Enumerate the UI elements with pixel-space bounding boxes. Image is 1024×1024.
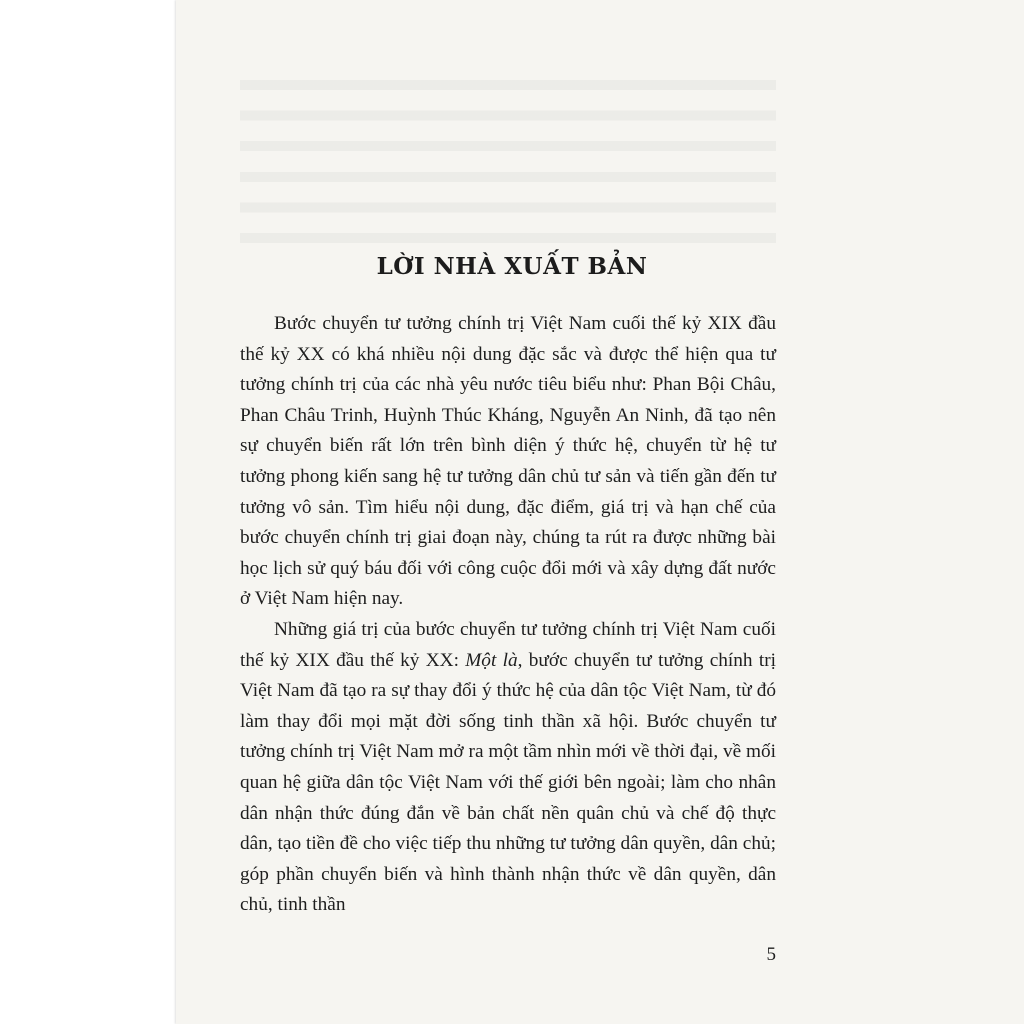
paragraph-1: Bước chuyển tư tưởng chính trị Việt Nam cuối thế kỷ XIX đầu thế kỷ XX có khá nhiều nội dung đặc sắc và được thể hiện qua tư tưởng chính trị của các nhà yêu nước tiêu biểu như: Phan Bội Châu, Phan Châu Trinh, Huỳnh Thúc Kháng, Nguyễn An Ninh, đã tạo nên sự chuyển biến rất lớn trên bình diện ý thức hệ, chuyển từ hệ tư tưởng phong kiến sang hệ tư tưởng dân chủ tư sản và tiến gần đến tư tưởng vô sản. Tìm hiểu nội dung, đặc điểm, giá trị và hạn chế của bước chuyển chính trị giai đoạn này, chúng ta rút ra được những bài học lịch sử quý báu đối với công cuộc đổi mới và xây dựng đất nước ở Việt Nam hiện nay. xyxy=(240,313,776,610)
paragraph-2-lead: Những giá trị của bước chuyển tư tưởng chính trị Việt Nam cuối thế kỷ XIX đầu thế kỷ XX: xyxy=(240,618,776,671)
page-number: 5 xyxy=(766,944,776,965)
paragraph-2-emphasis: Một là xyxy=(465,649,518,671)
page-title: LỜI NHÀ XUẤT BẢN xyxy=(376,253,648,280)
body-text xyxy=(240,309,776,921)
paragraph-2-rest: , bước chuyển tư tưởng chính trị Việt Nam đã tạo ra sự thay đổi ý thức hệ của dân tộc Việt Nam, từ đó làm thay đổi mọi mặt đời sống tinh thần xã hội. Bước chuyển tư tưởng chính trị Việt Nam mở ra một tầm nhìn mới về thời đại, về mối quan hệ giữa dân tộc Việt Nam với thế giới bên ngoài; làm cho nhân dân nhận thức đúng đắn về bản chất nền quân chủ và chế độ thực dân, tạo tiền đề cho việc tiếp thu những tư tưởng dân quyền, dân chủ; góp phần chuyển biến và hình thành nhận thức về dân quyền, dân chủ, tinh thần xyxy=(240,649,776,916)
paragraph-2 xyxy=(240,615,776,921)
